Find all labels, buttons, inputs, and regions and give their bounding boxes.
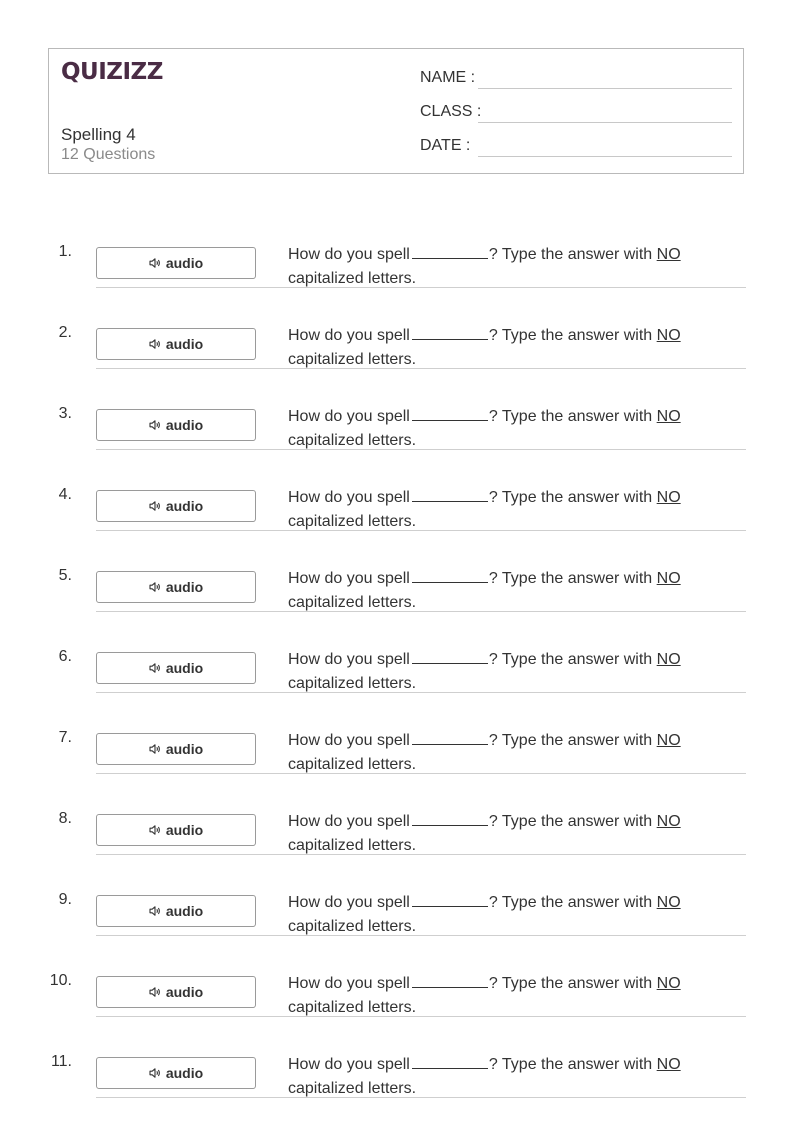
question-item	[0, 648, 794, 729]
date-line	[478, 156, 732, 157]
question-number: 6.	[58, 648, 72, 665]
question-number: 4.	[58, 486, 72, 503]
audio-label: audio	[165, 498, 204, 514]
speaker-icon	[149, 419, 161, 431]
question-end: capitalized letters.	[288, 756, 417, 773]
question-item	[0, 729, 794, 810]
speaker-icon	[149, 338, 161, 350]
question-suffix: ? Type the answer with	[488, 327, 653, 344]
no-emphasis: NO	[656, 813, 681, 830]
question-text	[288, 243, 718, 291]
question-end: capitalized letters.	[288, 837, 417, 854]
question-end: capitalized letters.	[288, 594, 417, 611]
answer-blank	[412, 891, 488, 907]
audio-label: audio	[165, 984, 204, 1000]
speaker-icon	[149, 500, 161, 512]
question-prefix: How do you spell	[288, 975, 410, 992]
quizizz-logo: QUIZIZZ	[61, 59, 163, 85]
question-suffix: ? Type the answer with	[488, 1056, 653, 1073]
class-label: CLASS :	[420, 103, 482, 120]
question-item	[0, 486, 794, 567]
question-prefix: How do you spell	[288, 732, 410, 749]
no-emphasis: NO	[656, 1056, 681, 1073]
question-end: capitalized letters.	[288, 270, 417, 287]
audio-label: audio	[165, 417, 204, 433]
answer-blank	[412, 972, 488, 988]
no-emphasis: NO	[656, 894, 681, 911]
speaker-icon	[149, 986, 161, 998]
question-item	[0, 243, 794, 324]
question-prefix: How do you spell	[288, 894, 410, 911]
question-suffix: ? Type the answer with	[488, 246, 653, 263]
question-divider	[96, 368, 746, 369]
question-divider	[96, 1097, 746, 1098]
speaker-icon	[149, 905, 161, 917]
question-divider	[96, 611, 746, 612]
question-number: 11.	[50, 1053, 72, 1070]
question-prefix: How do you spell	[288, 651, 410, 668]
no-emphasis: NO	[656, 246, 681, 263]
question-suffix: ? Type the answer with	[488, 813, 653, 830]
no-emphasis: NO	[656, 570, 681, 587]
question-suffix: ? Type the answer with	[488, 489, 653, 506]
audio-label: audio	[165, 336, 204, 352]
question-prefix: How do you spell	[288, 327, 410, 344]
question-end: capitalized letters.	[288, 675, 417, 692]
question-number: 3.	[58, 405, 72, 422]
speaker-icon	[149, 1067, 161, 1079]
question-prefix: How do you spell	[288, 489, 410, 506]
question-divider	[96, 287, 746, 288]
worksheet-header	[48, 48, 744, 174]
answer-blank	[412, 324, 488, 340]
speaker-icon	[149, 257, 161, 269]
question-suffix: ? Type the answer with	[488, 651, 653, 668]
speaker-icon	[149, 581, 161, 593]
question-text	[288, 729, 718, 777]
question-text	[288, 972, 718, 1020]
question-end: capitalized letters.	[288, 918, 417, 935]
question-suffix: ? Type the answer with	[488, 570, 653, 587]
no-emphasis: NO	[656, 327, 681, 344]
question-prefix: How do you spell	[288, 408, 410, 425]
answer-blank	[412, 567, 488, 583]
audio-button[interactable]	[96, 652, 256, 684]
question-item	[0, 567, 794, 648]
question-suffix: ? Type the answer with	[488, 732, 653, 749]
name-line	[478, 88, 732, 89]
question-suffix: ? Type the answer with	[488, 975, 653, 992]
answer-blank	[412, 486, 488, 502]
question-end: capitalized letters.	[288, 513, 417, 530]
worksheet-title: Spelling 4	[61, 125, 136, 144]
question-number: 2.	[58, 324, 72, 341]
question-end: capitalized letters.	[288, 999, 417, 1016]
name-label: NAME :	[420, 69, 476, 86]
question-text	[288, 891, 718, 939]
question-item	[0, 891, 794, 972]
question-item	[0, 324, 794, 405]
question-divider	[96, 773, 746, 774]
audio-label: audio	[165, 579, 204, 595]
question-item	[0, 405, 794, 486]
question-prefix: How do you spell	[288, 570, 410, 587]
audio-button[interactable]	[96, 895, 256, 927]
question-number: 8.	[58, 810, 72, 827]
no-emphasis: NO	[656, 408, 681, 425]
no-emphasis: NO	[656, 975, 681, 992]
answer-blank	[412, 810, 488, 826]
audio-button[interactable]	[96, 409, 256, 441]
answer-blank	[412, 648, 488, 664]
question-item	[0, 810, 794, 891]
question-number: 9.	[58, 891, 72, 908]
question-divider	[96, 449, 746, 450]
question-end: capitalized letters.	[288, 1080, 417, 1097]
no-emphasis: NO	[656, 489, 681, 506]
question-text	[288, 405, 718, 453]
question-item	[0, 972, 794, 1053]
audio-label: audio	[165, 1065, 204, 1081]
audio-label: audio	[165, 741, 204, 757]
audio-label: audio	[165, 903, 204, 919]
question-suffix: ? Type the answer with	[488, 408, 653, 425]
audio-label: audio	[165, 822, 204, 838]
question-divider	[96, 854, 746, 855]
question-divider	[96, 530, 746, 531]
audio-label: audio	[165, 255, 204, 271]
audio-button[interactable]	[96, 247, 256, 279]
class-line	[478, 122, 732, 123]
answer-blank	[412, 729, 488, 745]
question-suffix: ? Type the answer with	[488, 894, 653, 911]
question-text	[288, 567, 718, 615]
answer-blank	[412, 243, 488, 259]
question-number: 10.	[49, 972, 72, 989]
answer-blank	[412, 405, 488, 421]
speaker-icon	[149, 662, 161, 674]
question-prefix: How do you spell	[288, 1056, 410, 1073]
audio-button[interactable]	[96, 976, 256, 1008]
audio-button[interactable]	[96, 733, 256, 765]
date-label: DATE :	[420, 137, 471, 154]
question-text	[288, 810, 718, 858]
question-text	[288, 324, 718, 372]
question-end: capitalized letters.	[288, 432, 417, 449]
question-number: 5.	[58, 567, 72, 584]
question-divider	[96, 1016, 746, 1017]
no-emphasis: NO	[656, 651, 681, 668]
speaker-icon	[149, 824, 161, 836]
question-prefix: How do you spell	[288, 246, 410, 263]
question-number: 1.	[58, 243, 72, 260]
no-emphasis: NO	[656, 732, 681, 749]
question-divider	[96, 935, 746, 936]
question-prefix: How do you spell	[288, 813, 410, 830]
question-text	[288, 1053, 718, 1101]
question-divider	[96, 692, 746, 693]
question-number: 7.	[58, 729, 72, 746]
question-text	[288, 648, 718, 696]
question-end: capitalized letters.	[288, 351, 417, 368]
audio-button[interactable]	[96, 328, 256, 360]
question-text	[288, 486, 718, 534]
speaker-icon	[149, 743, 161, 755]
audio-button[interactable]	[96, 571, 256, 603]
audio-button[interactable]	[96, 814, 256, 846]
answer-blank	[412, 1053, 488, 1069]
audio-button[interactable]	[96, 490, 256, 522]
question-count: 12 Questions	[61, 146, 156, 163]
audio-label: audio	[165, 660, 204, 676]
question-item	[0, 1053, 794, 1134]
audio-button[interactable]	[96, 1057, 256, 1089]
